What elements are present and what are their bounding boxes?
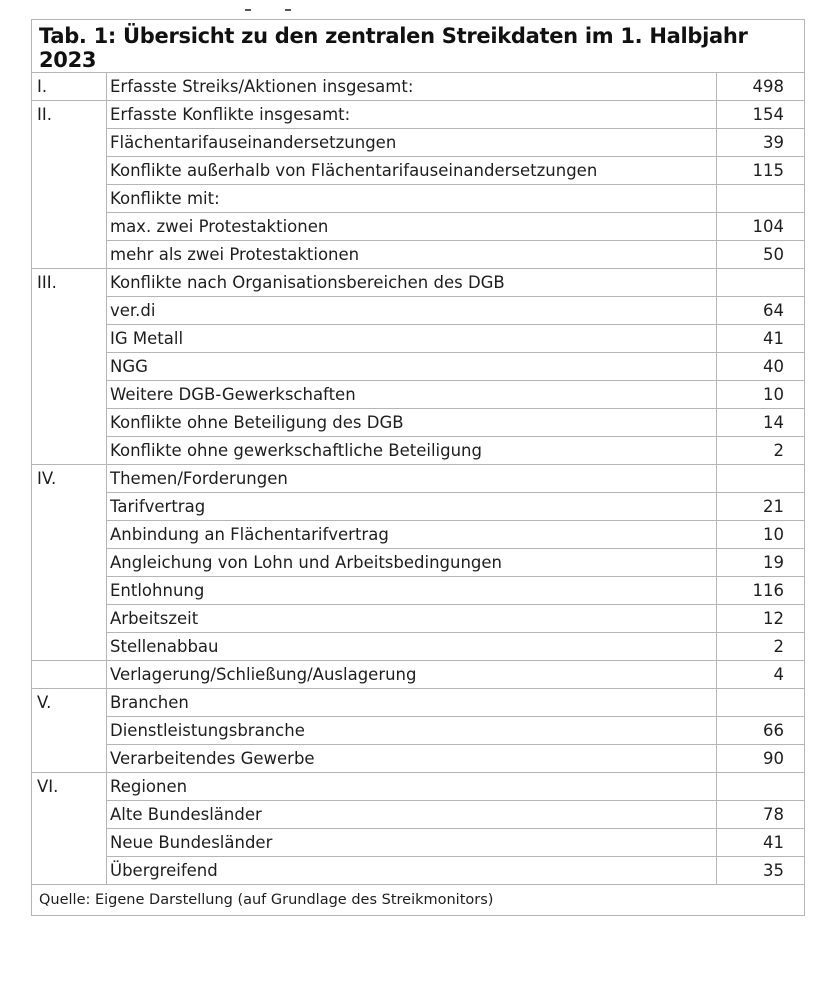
row-label: Alte Bundesländer bbox=[107, 801, 717, 829]
row-value: 41 bbox=[717, 829, 805, 857]
row-value: 4 bbox=[717, 661, 805, 689]
section-number: III. bbox=[32, 269, 107, 465]
table-row bbox=[32, 745, 805, 773]
table-row bbox=[32, 773, 805, 801]
row-value: 35 bbox=[717, 857, 805, 885]
row-value: 66 bbox=[717, 717, 805, 745]
row-value: 2 bbox=[717, 633, 805, 661]
section-number: IV. bbox=[32, 465, 107, 661]
section-number: II. bbox=[32, 101, 107, 269]
scan-artifact bbox=[245, 9, 251, 11]
table-row bbox=[32, 409, 805, 437]
row-value bbox=[717, 689, 805, 717]
row-value bbox=[717, 465, 805, 493]
table-body bbox=[32, 73, 805, 885]
row-label: Stellenabbau bbox=[107, 633, 717, 661]
table-row bbox=[32, 521, 805, 549]
table-row bbox=[32, 437, 805, 465]
section-number: I. bbox=[32, 73, 107, 101]
table-row bbox=[32, 241, 805, 269]
row-value bbox=[717, 269, 805, 297]
row-label: Flächentarifauseinandersetzungen bbox=[107, 129, 717, 157]
table-row bbox=[32, 101, 805, 129]
row-value: 90 bbox=[717, 745, 805, 773]
row-value: 10 bbox=[717, 381, 805, 409]
row-label: Entlohnung bbox=[107, 577, 717, 605]
table-row bbox=[32, 633, 805, 661]
table-row bbox=[32, 213, 805, 241]
row-value bbox=[717, 185, 805, 213]
row-value: 10 bbox=[717, 521, 805, 549]
row-label: ver.di bbox=[107, 297, 717, 325]
row-value: 116 bbox=[717, 577, 805, 605]
section-number bbox=[32, 661, 107, 689]
row-label: Erfasste Streiks/Aktionen insgesamt: bbox=[107, 73, 717, 101]
row-label: Konflikte außerhalb von Flächentarifauseinandersetzungen bbox=[107, 157, 717, 185]
row-label: Themen/Forderungen bbox=[107, 465, 717, 493]
table-row bbox=[32, 129, 805, 157]
row-label: Dienstleistungsbranche bbox=[107, 717, 717, 745]
row-label: Branchen bbox=[107, 689, 717, 717]
table-row bbox=[32, 577, 805, 605]
row-value: 21 bbox=[717, 493, 805, 521]
row-value: 41 bbox=[717, 325, 805, 353]
row-value: 14 bbox=[717, 409, 805, 437]
row-label: Verarbeitendes Gewerbe bbox=[107, 745, 717, 773]
table-row bbox=[32, 661, 805, 689]
row-value: 154 bbox=[717, 101, 805, 129]
scan-artifact bbox=[285, 9, 291, 11]
row-value: 19 bbox=[717, 549, 805, 577]
row-label: max. zwei Protestaktionen bbox=[107, 213, 717, 241]
row-value: 2 bbox=[717, 437, 805, 465]
row-label: Konflikte nach Organisationsbereichen des DGB bbox=[107, 269, 717, 297]
table-row bbox=[32, 73, 805, 101]
row-label: Konflikte ohne gewerkschaftliche Beteiligung bbox=[107, 437, 717, 465]
row-label: Verlagerung/Schließung/Auslagerung bbox=[107, 661, 717, 689]
table-row bbox=[32, 801, 805, 829]
table-row bbox=[32, 493, 805, 521]
row-label: Konflikte ohne Beteiligung des DGB bbox=[107, 409, 717, 437]
row-value: 78 bbox=[717, 801, 805, 829]
table-row bbox=[32, 325, 805, 353]
source-note: Quelle: Eigene Darstellung (auf Grundlage des Streikmonitors) bbox=[32, 885, 805, 916]
section-number: V. bbox=[32, 689, 107, 773]
row-label: Übergreifend bbox=[107, 857, 717, 885]
table-row bbox=[32, 549, 805, 577]
row-label: Neue Bundesländer bbox=[107, 829, 717, 857]
table-row bbox=[32, 269, 805, 297]
section-number: VI. bbox=[32, 773, 107, 885]
table-row bbox=[32, 829, 805, 857]
row-value: 498 bbox=[717, 73, 805, 101]
row-label: Tarifvertrag bbox=[107, 493, 717, 521]
table-row bbox=[32, 185, 805, 213]
row-label: Arbeitszeit bbox=[107, 605, 717, 633]
table-title: Tab. 1: Übersicht zu den zentralen Streikdaten im 1. Halbjahr 2023 bbox=[32, 20, 805, 73]
table-row bbox=[32, 157, 805, 185]
row-value: 39 bbox=[717, 129, 805, 157]
row-label: NGG bbox=[107, 353, 717, 381]
row-value: 40 bbox=[717, 353, 805, 381]
table-row bbox=[32, 465, 805, 493]
table-row bbox=[32, 381, 805, 409]
table-row bbox=[32, 689, 805, 717]
table-row bbox=[32, 353, 805, 381]
row-value: 50 bbox=[717, 241, 805, 269]
row-label: mehr als zwei Protestaktionen bbox=[107, 241, 717, 269]
row-label: Konflikte mit: bbox=[107, 185, 717, 213]
table-row bbox=[32, 605, 805, 633]
row-label: Angleichung von Lohn und Arbeitsbedingungen bbox=[107, 549, 717, 577]
row-value: 115 bbox=[717, 157, 805, 185]
row-label: Anbindung an Flächentarifvertrag bbox=[107, 521, 717, 549]
row-value: 12 bbox=[717, 605, 805, 633]
row-value bbox=[717, 773, 805, 801]
row-value: 64 bbox=[717, 297, 805, 325]
row-value: 104 bbox=[717, 213, 805, 241]
table-row bbox=[32, 857, 805, 885]
row-label: IG Metall bbox=[107, 325, 717, 353]
row-label: Regionen bbox=[107, 773, 717, 801]
row-label: Weitere DGB-Gewerkschaften bbox=[107, 381, 717, 409]
row-label: Erfasste Konflikte insgesamt: bbox=[107, 101, 717, 129]
table-row bbox=[32, 297, 805, 325]
strike-data-table bbox=[31, 19, 805, 916]
table-row bbox=[32, 717, 805, 745]
